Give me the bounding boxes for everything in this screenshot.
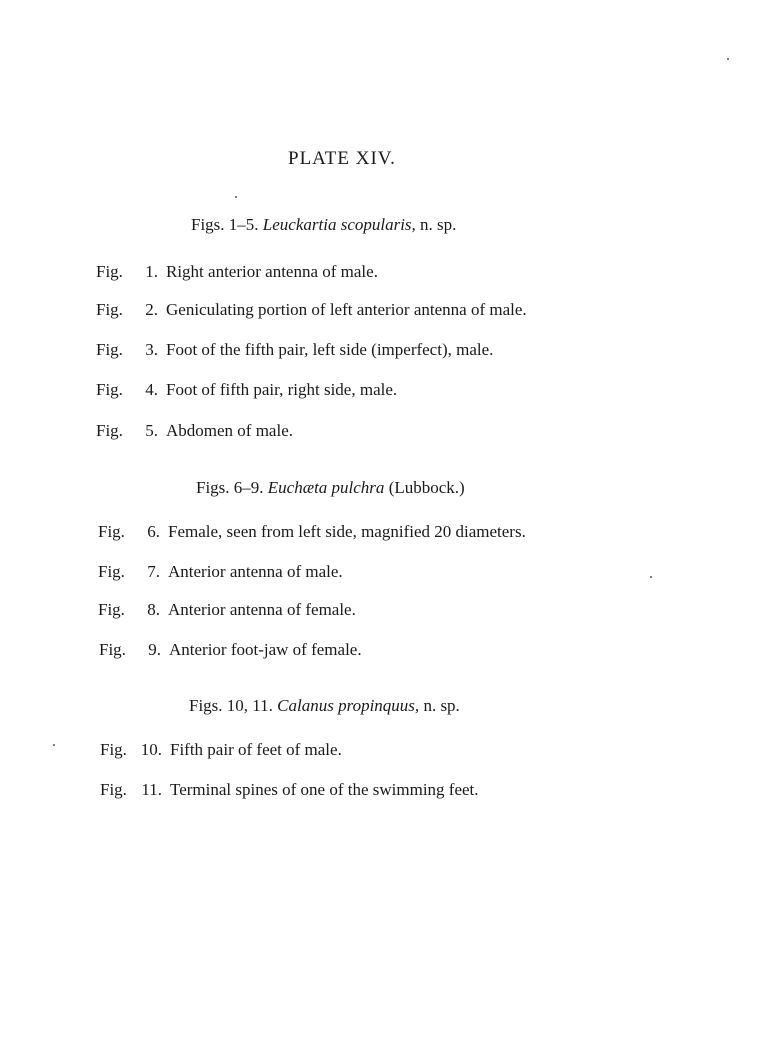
- fig-description: Terminal spines of one of the swimming feet.: [170, 780, 479, 799]
- figure-caption-row: [98, 600, 356, 620]
- section-heading-3: [189, 696, 460, 716]
- fig-description: Foot of fifth pair, right side, male.: [166, 380, 398, 399]
- figure-caption-row: [99, 640, 362, 660]
- species-suffix: n. sp.: [423, 696, 460, 715]
- section-heading-1: [191, 215, 456, 235]
- fig-label: Fig.: [100, 780, 127, 799]
- figure-caption-row: [96, 380, 397, 400]
- species-suffix: n. sp.: [420, 215, 457, 234]
- fig-number: 8.: [147, 600, 160, 619]
- fig-number: 6.: [147, 522, 160, 541]
- fig-label: Fig.: [98, 522, 125, 541]
- fig-label: Fig.: [96, 421, 123, 440]
- fig-number: 11.: [141, 780, 162, 799]
- figure-caption-row: [96, 421, 293, 441]
- figs-range-label: Figs. 6–9.: [196, 478, 264, 497]
- figure-caption-row: [98, 522, 526, 542]
- fig-number: 1.: [145, 262, 158, 281]
- figure-caption-row: [96, 300, 527, 320]
- scan-speck: [650, 576, 652, 578]
- fig-description: Anterior antenna of male.: [168, 562, 343, 581]
- fig-number: 9.: [148, 640, 161, 659]
- fig-description: Fifth pair of feet of male.: [170, 740, 342, 759]
- fig-number: 3.: [145, 340, 158, 359]
- fig-label: Fig.: [96, 262, 123, 281]
- fig-number: 4.: [145, 380, 158, 399]
- fig-number: 2.: [145, 300, 158, 319]
- fig-label: Fig.: [99, 640, 126, 659]
- figure-caption-row: [96, 262, 378, 282]
- fig-description: Anterior antenna of female.: [168, 600, 356, 619]
- scan-speck: [235, 196, 237, 198]
- fig-description: Female, seen from left side, magnified 20 diameters.: [168, 522, 526, 541]
- fig-description: Geniculating portion of left anterior antenna of male.: [166, 300, 527, 319]
- fig-label: Fig.: [100, 740, 127, 759]
- scan-speck: [727, 58, 729, 60]
- fig-description: Anterior foot-jaw of female.: [169, 640, 362, 659]
- species-name: Calanus propinquus,: [277, 696, 420, 715]
- figure-caption-row: [96, 340, 493, 360]
- figure-caption-row: [100, 780, 479, 800]
- fig-description: Right anterior antenna of male.: [166, 262, 378, 281]
- species-name: Leuckartia scopularis,: [262, 215, 416, 234]
- plate-title: PLATE XIV.: [288, 148, 396, 169]
- figure-caption-row: [100, 740, 342, 760]
- fig-label: Fig.: [98, 562, 125, 581]
- scan-speck: [53, 744, 55, 746]
- section-heading-2: [196, 478, 465, 498]
- fig-label: Fig.: [96, 340, 123, 359]
- fig-number: 7.: [147, 562, 160, 581]
- fig-label: Fig.: [96, 380, 123, 399]
- fig-label: Fig.: [98, 600, 125, 619]
- figure-caption-row: [98, 562, 343, 582]
- fig-label: Fig.: [96, 300, 123, 319]
- fig-description: Abdomen of male.: [166, 421, 293, 440]
- fig-description: Foot of the fifth pair, left side (imperfect), male.: [166, 340, 494, 359]
- fig-number: 10.: [140, 740, 162, 759]
- figs-range-label: Figs. 1–5.: [191, 215, 259, 234]
- fig-number: 5.: [145, 421, 158, 440]
- species-suffix: (Lubbock.): [388, 478, 465, 497]
- figs-range-label: Figs. 10, 11.: [189, 696, 273, 715]
- species-name: Euchæta pulchra: [267, 478, 385, 497]
